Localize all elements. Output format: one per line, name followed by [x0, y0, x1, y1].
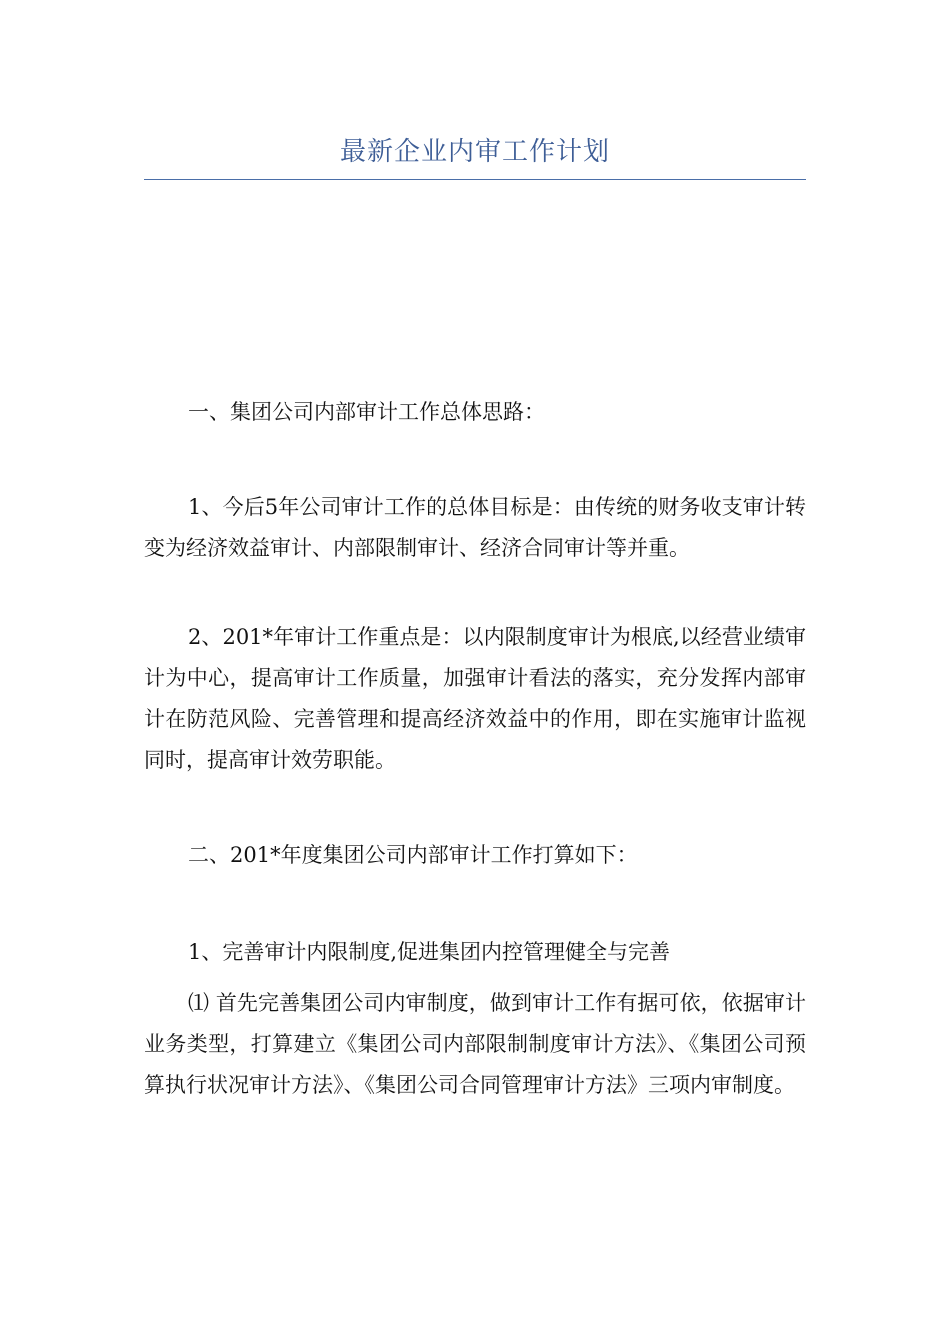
section-heading-1: 一、集团公司内部审计工作总体思路：	[188, 400, 545, 424]
title-underline	[144, 179, 806, 180]
paragraph-goal: 1、今后5年公司审计工作的总体目标是：由传统的财务收支审计转变为经济效益审计、内部限制审计、经济合同审计等并重。	[144, 495, 806, 560]
paragraph-focus: 2、201*年审计工作重点是：以内限制度审计为根底,以经营业绩审计为中心，提高审计工作质量，加强审计看法的落实，充分发挥内部审计在防范风险、完善管理和提高经济效益中的作用，即在实施审计监视同时，提高审计效劳职能。	[144, 625, 806, 772]
paragraph-item-1: ⑴ 首先完善集团公司内审制度，做到审计工作有据可依，依据审计业务类型，打算建立《集团公司内部限制制度审计方法》、《集团公司预算执行状况审计方法》、《集团公司合同管理审计方法》三项内审制度。	[144, 991, 806, 1097]
document-title: 最新企业内审工作计划	[339, 137, 610, 167]
subsection-heading-1: 1、完善审计内限制度,促进集团内控管理健全与完善	[188, 940, 671, 964]
section-heading-2: 二、201*年度集团公司内部审计工作打算如下：	[188, 843, 638, 867]
